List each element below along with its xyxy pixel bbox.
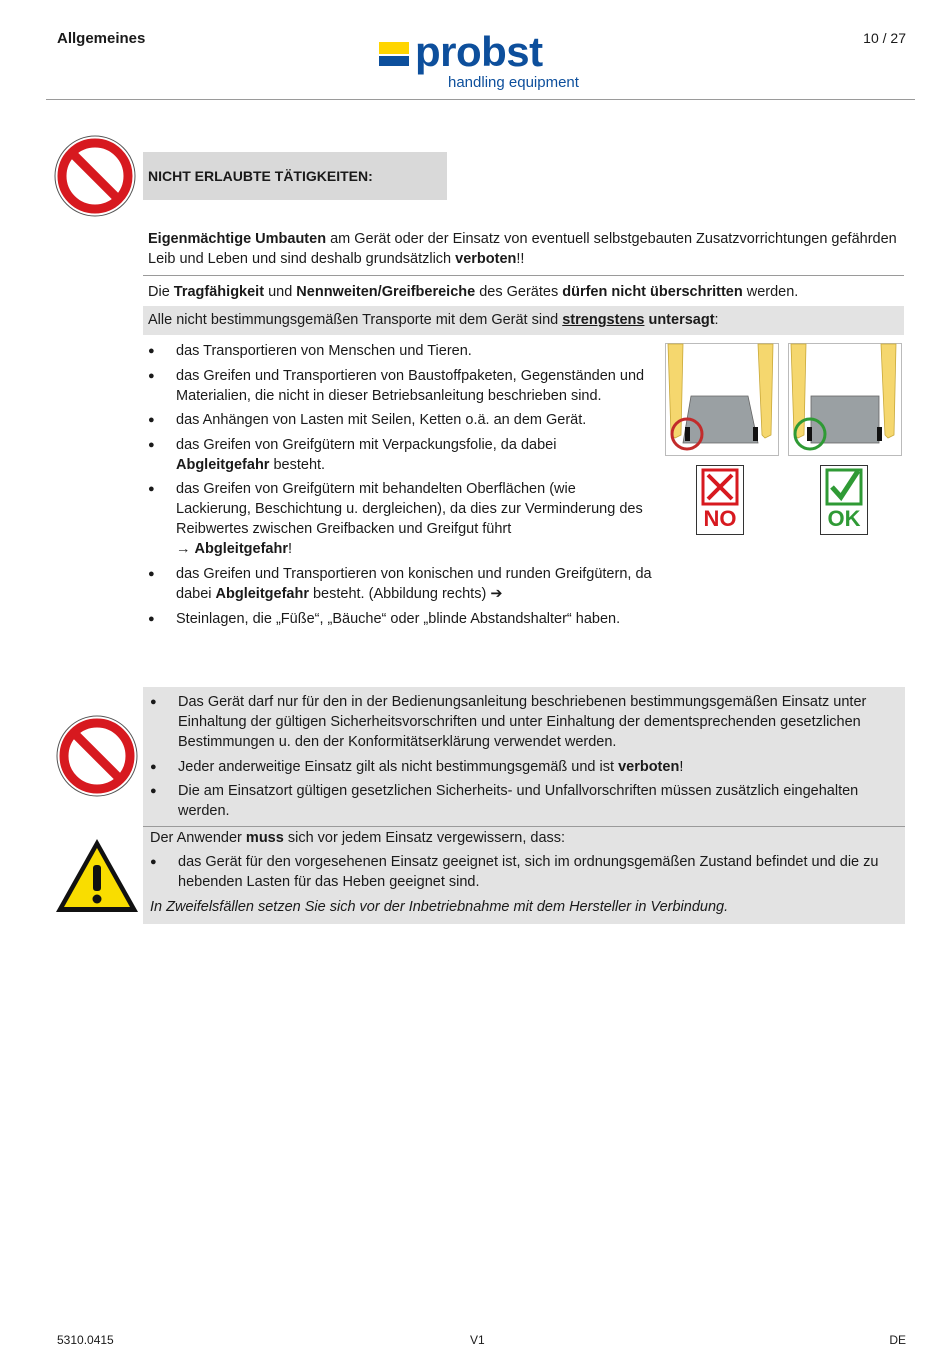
header-divider — [46, 99, 915, 100]
gripper-wrong-illustration — [665, 343, 779, 456]
ok-label: OK — [827, 506, 861, 531]
list-item: ● das Anhängen von Lasten mit Seilen, Ketten o.ä. an dem Gerät. — [148, 410, 653, 430]
paragraph-capacity: Die Tragfähigkeit und Nennweiten/Greifbereiche des Gerätes dürfen nicht überschritten werden. — [148, 284, 799, 300]
list-item: ● Steinlagen, die „Füße“, „Bäuche“ oder „blinde Abstandshalter“ haben. — [148, 609, 653, 629]
logo-wordmark: probst — [415, 28, 543, 75]
probst-logo — [379, 28, 591, 94]
list-item: ● Jeder anderweitige Einsatz gilt als nicht bestimmungsgemäß und ist verboten! — [150, 757, 890, 777]
user-check-line: Der Anwender muss sich vor jedem Einsatz vergewissern, dass: — [150, 830, 566, 846]
language-code: DE — [889, 1333, 906, 1347]
no-badge — [696, 465, 744, 535]
list-item: ● Das Gerät darf nur für den in der Bedienungsanleitung beschriebenen bestimmungsgemäßen Einsatz unter Einhaltung der gültigen Sicherheitsvorschriften und unter Einhaltung der dementsprechenden gesetzlichen Bestimmungen u. den der Konformitätserklärung verwendet werden. — [150, 692, 890, 752]
list-item: ● das Greifen von Greifgütern mit behandelten Oberflächen (wie Lackierung, Beschichtung u. dergleichen), da dies zur Verminderung des Reibwertes zwischen Greifbacken und Greifgut führt → Abgleitgefahr! — [148, 479, 653, 559]
list-item: ● das Greifen und Transportieren von Baustoffpaketen, Gegenständen und Materialien, die nicht in dieser Betriebsanleitung beschrieben sind. — [148, 366, 653, 406]
warning-icon — [54, 837, 140, 914]
section-heading: NICHT ERLAUBTE TÄTIGKEITEN: — [143, 152, 447, 200]
usage-rules-list — [150, 692, 890, 826]
gripper-correct-illustration — [788, 343, 902, 456]
list-item: ● Die am Einsatzort gültigen gesetzlichen Sicherheits- und Unfallvorschriften müssen zusätzlich eingehalten werden. — [150, 781, 890, 821]
list-item: ● das Transportieren von Menschen und Tieren. — [148, 341, 653, 361]
version: V1 — [470, 1333, 485, 1347]
document-number: 5310.0415 — [57, 1333, 114, 1347]
prohibited-list — [148, 341, 653, 633]
list-item: ● das Gerät für den vorgesehenen Einsatz geeignet ist, sich im ordnungsgemäßen Zustand befindet und die zu hebenden Lasten für das Heben geeignet sind. — [150, 852, 890, 892]
prohibition-icon — [54, 135, 136, 217]
no-label: NO — [703, 506, 737, 531]
divider — [143, 826, 905, 827]
divider — [143, 275, 904, 276]
page-number: 10 / 27 — [863, 30, 906, 46]
logo-tagline: handling equipment — [448, 74, 579, 91]
user-check-list — [150, 852, 890, 892]
list-item: ● das Greifen von Greifgütern mit Verpackungsfolie, da dabei Abgleitgefahr besteht. — [148, 435, 653, 475]
paragraph-modifications: Eigenmächtige Umbauten am Gerät oder der Einsatz von eventuell selbstgebauten Zusatzvorrichtungen gefährden Leib und Leben und sind deshalb grundsätzlich verboten!! — [148, 231, 897, 267]
section-title: Allgemeines — [57, 30, 146, 47]
ok-badge — [820, 465, 868, 535]
doubt-note: In Zweifelsfällen setzen Sie sich vor der Inbetriebnahme mit dem Hersteller in Verbindung. — [150, 899, 729, 915]
list-item: ● das Greifen und Transportieren von konischen und runden Greifgütern, da dabei Abgleitgefahr besteht. (Abbildung rechts) ➔ — [148, 564, 653, 604]
logo-mark — [379, 42, 409, 66]
transport-prohibited-line: Alle nicht bestimmungsgemäßen Transporte mit dem Gerät sind strengstens untersagt: — [143, 306, 904, 335]
prohibition-icon — [56, 715, 138, 797]
